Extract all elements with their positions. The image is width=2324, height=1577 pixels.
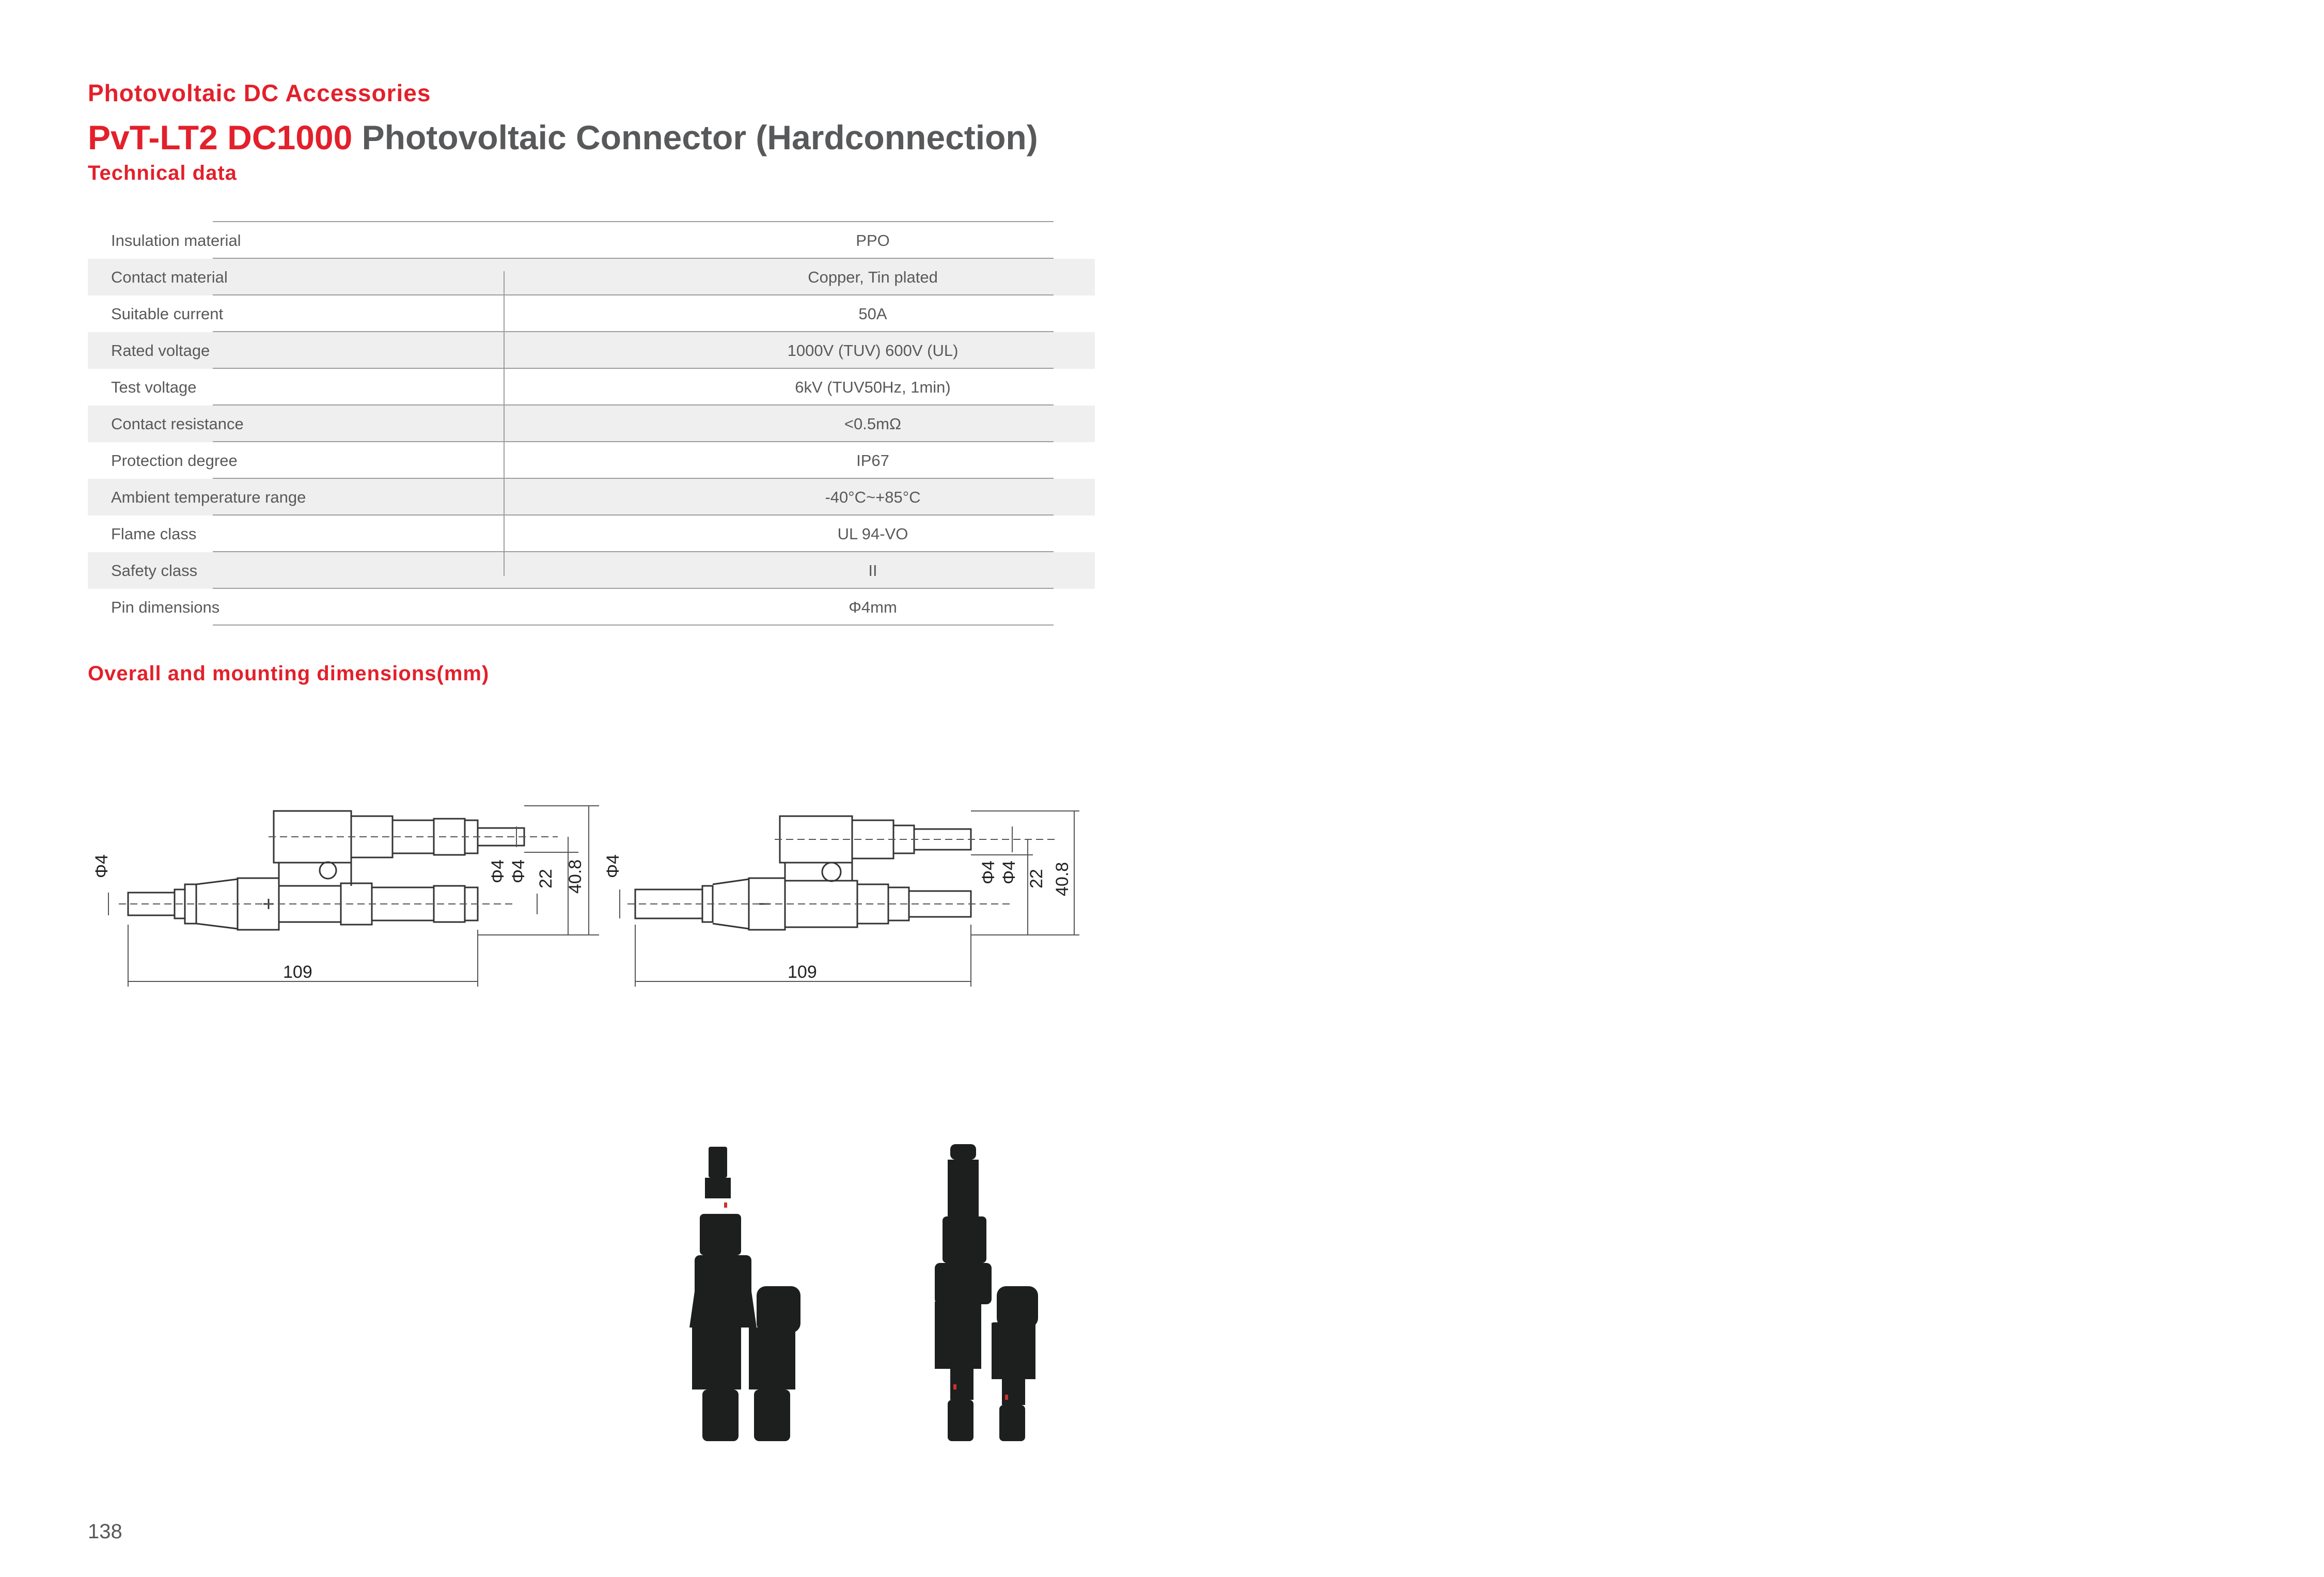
spec-label: Protection degree [111, 451, 238, 470]
right-22-label: 22 [1027, 869, 1046, 888]
title-rest: Photovoltaic Connector (Hardconnection) [362, 118, 1038, 157]
spec-value: UL 94-VO [837, 525, 908, 543]
spec-label: Contact material [111, 268, 228, 286]
right-phi-in-label: Φ4 [603, 854, 623, 878]
right-phi-a-label: Φ4 [979, 860, 998, 884]
right-length-label: 109 [788, 962, 817, 982]
product-female-connector [935, 1144, 1038, 1441]
spec-label: Flame class [111, 525, 197, 543]
spec-value: 1000V (TUV) 600V (UL) [787, 341, 959, 360]
spec-value: 6kV (TUV50Hz, 1min) [795, 378, 951, 396]
title-model: PvT-LT2 DC1000 [88, 118, 353, 157]
spec-value: II [868, 561, 877, 580]
spec-label: Rated voltage [111, 341, 210, 360]
technical-data-heading: Technical data [88, 162, 237, 184]
spec-value: -40°C~+85°C [825, 488, 921, 506]
spec-label: Test voltage [111, 378, 197, 396]
left-40-8-label: 40.8 [566, 859, 585, 894]
category-label: Photovoltaic DC Accessories [88, 80, 431, 106]
left-phi-in-label: Φ4 [92, 854, 112, 878]
page-number: 138 [88, 1520, 122, 1543]
product-male-connector [689, 1147, 800, 1441]
dimensions-heading: Overall and mounting dimensions(mm) [88, 662, 490, 685]
spec-value: Copper, Tin plated [808, 268, 938, 286]
spec-label: Pin dimensions [111, 598, 220, 616]
right-phi-b-label: Φ4 [999, 860, 1019, 884]
product-photo [646, 1136, 1110, 1498]
left-phi-a-label: Φ4 [488, 859, 508, 883]
spec-label: Suitable current [111, 305, 224, 323]
left-length-label: 109 [283, 962, 312, 982]
left-phi-b-label: Φ4 [509, 859, 528, 883]
right-connector-drawing [635, 816, 971, 930]
right-40-8-label: 40.8 [1053, 862, 1072, 896]
left-connector-drawing [128, 811, 524, 930]
spec-label: Insulation material [111, 231, 241, 249]
left-22-label: 22 [536, 869, 556, 888]
spec-value: IP67 [856, 451, 889, 470]
spec-label: Contact resistance [111, 415, 244, 433]
spec-value: <0.5mΩ [844, 415, 902, 433]
spec-label: Safety class [111, 561, 198, 580]
spec-value: 50A [858, 305, 887, 323]
spec-value: PPO [856, 231, 890, 249]
spec-value: Φ4mm [849, 598, 897, 616]
spec-label: Ambient temperature range [111, 488, 306, 506]
